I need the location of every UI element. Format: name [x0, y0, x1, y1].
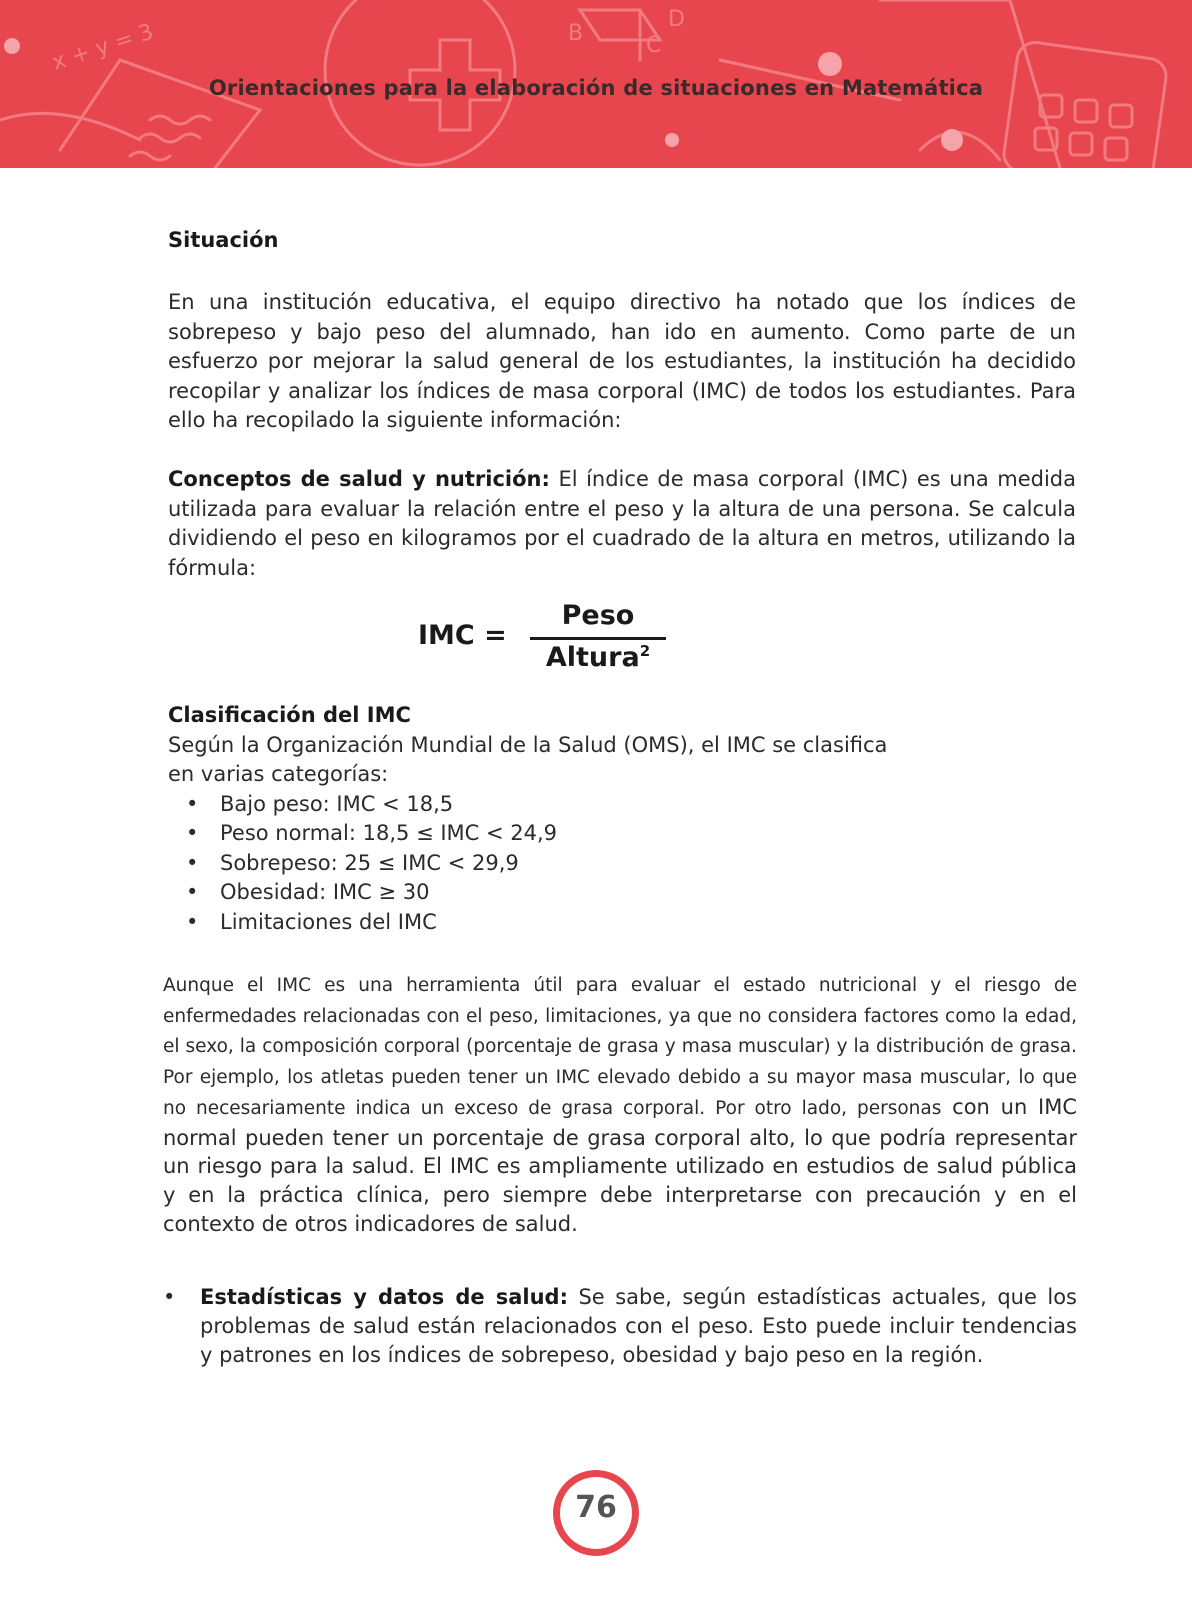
clasificacion-intro-line1: Según la Organización Mundial de la Salud (OMS), el IMC se clasifica — [168, 732, 888, 757]
limitaciones-large-text: con un IMC normal pueden tener un porcentaje de grasa corporal alto, lo que podría representar un riesgo para la salud. El IMC es ampliamente utilizado en estudios de salud pública y en la práctica clínica, pero siempre debe interpretarse con precaución y en el contexto de otros indicadores de salud. — [163, 1094, 1077, 1236]
header-banner — [0, 0, 1192, 168]
doodle-letter-b: B — [568, 21, 584, 46]
limitaciones-paragraph — [163, 970, 1077, 1239]
estadisticas-bullet: • — [163, 1285, 176, 1309]
clasificacion-section — [168, 701, 1076, 937]
conceptos-lead: Conceptos de salud y nutrición: — [168, 467, 550, 491]
list-item — [168, 819, 1076, 849]
list-item-text: Limitaciones del IMC — [220, 909, 437, 934]
formula-exponent: 2 — [639, 642, 651, 660]
formula-numerator: Peso — [561, 600, 635, 631]
list-item — [168, 908, 1076, 938]
bullet-dot: • — [186, 880, 199, 904]
imc-formula — [418, 600, 678, 680]
header-title: Orientaciones para la elaboración de situaciones en Matemática — [208, 76, 984, 100]
situacion-paragraph-block — [168, 288, 1076, 436]
conceptos-paragraph — [168, 465, 1076, 583]
clasificacion-list — [168, 790, 1076, 938]
situacion-paragraph: En una institución educativa, el equipo directivo ha notado que los índices de sobrepeso y bajo peso del alumnado, han ido en aumento. Como parte de un esfuerzo por mejorar la salud general de los estudiantes, la institución ha decidido recopilar y analizar los índices de masa corporal (IMC) de todos los estudiantes. Para ello ha recopilado la siguiente información: — [168, 290, 1076, 432]
list-item-text: Obesidad: IMC ≥ 30 — [220, 880, 430, 904]
estadisticas-paragraph — [200, 1283, 1077, 1370]
clasificacion-intro-line2: en varias categorías: — [168, 762, 389, 786]
limitaciones-small-text: Aunque el IMC es una herramienta útil para evaluar el estado nutricional y el riesgo de enfermedades relacionadas con el peso, limitaciones, ya que no considera factores como la edad, el sexo, la composición corporal (porcentaje de grasa y masa muscular) y la distribución de grasa. Por ejemplo, los atletas pueden tener un IMC elevado debido a su mayor masa muscular, lo que no necesariamente indica un exceso de grasa corporal. Por otro lado, personas — [163, 975, 1077, 1119]
bullet-dot: • — [186, 791, 199, 816]
conceptos-block — [168, 465, 1076, 583]
list-item — [168, 878, 1076, 908]
doodle-equation-text: x + y = 3 — [49, 19, 157, 76]
bullet-dot: • — [186, 850, 199, 875]
estadisticas-block — [163, 1283, 1077, 1370]
list-item-text: Bajo peso: IMC < 18,5 — [220, 791, 454, 816]
situacion-section — [168, 228, 1076, 252]
bullet-dot: • — [186, 821, 199, 845]
fraction-bar — [530, 637, 666, 640]
list-item — [168, 849, 1076, 879]
list-item-text: Peso normal: 18,5 ≤ IMC < 24,9 — [220, 821, 558, 845]
page-number: 76 — [575, 1490, 617, 1525]
doodle-letter-c: C — [646, 33, 662, 58]
situacion-title: Situación — [168, 228, 279, 252]
page-number-badge — [553, 1470, 639, 1556]
formula-lhs: IMC = — [418, 620, 507, 651]
estadisticas-text: Se sabe, según estadísticas actuales, que los problemas de salud están relacionados con el peso. Esto puede incluir tendencias y patrones en los índices de sobrepeso, obesidad y bajo peso en la región. — [200, 1285, 1077, 1367]
limitaciones-block — [163, 970, 1077, 1239]
doodle-letter-d: D — [668, 7, 685, 32]
list-item — [168, 790, 1076, 820]
estadisticas-lead: Estadísticas y datos de salud: — [200, 1285, 568, 1309]
bullet-dot: • — [186, 909, 199, 934]
formula-denominator — [530, 642, 666, 673]
conceptos-text: El índice de masa corporal (IMC) es una medida utilizada para evaluar la relación entre el peso y la altura de una persona. Se calcula dividiendo el peso en kilogramos por el cuadrado de la altura en metros, utilizando la fórmula: — [168, 467, 1076, 580]
list-item-text: Sobrepeso: 25 ≤ IMC < 29,9 — [220, 850, 519, 875]
formula-denominator-text: Altura — [545, 642, 640, 673]
clasificacion-title: Clasificación del IMC — [168, 703, 411, 727]
